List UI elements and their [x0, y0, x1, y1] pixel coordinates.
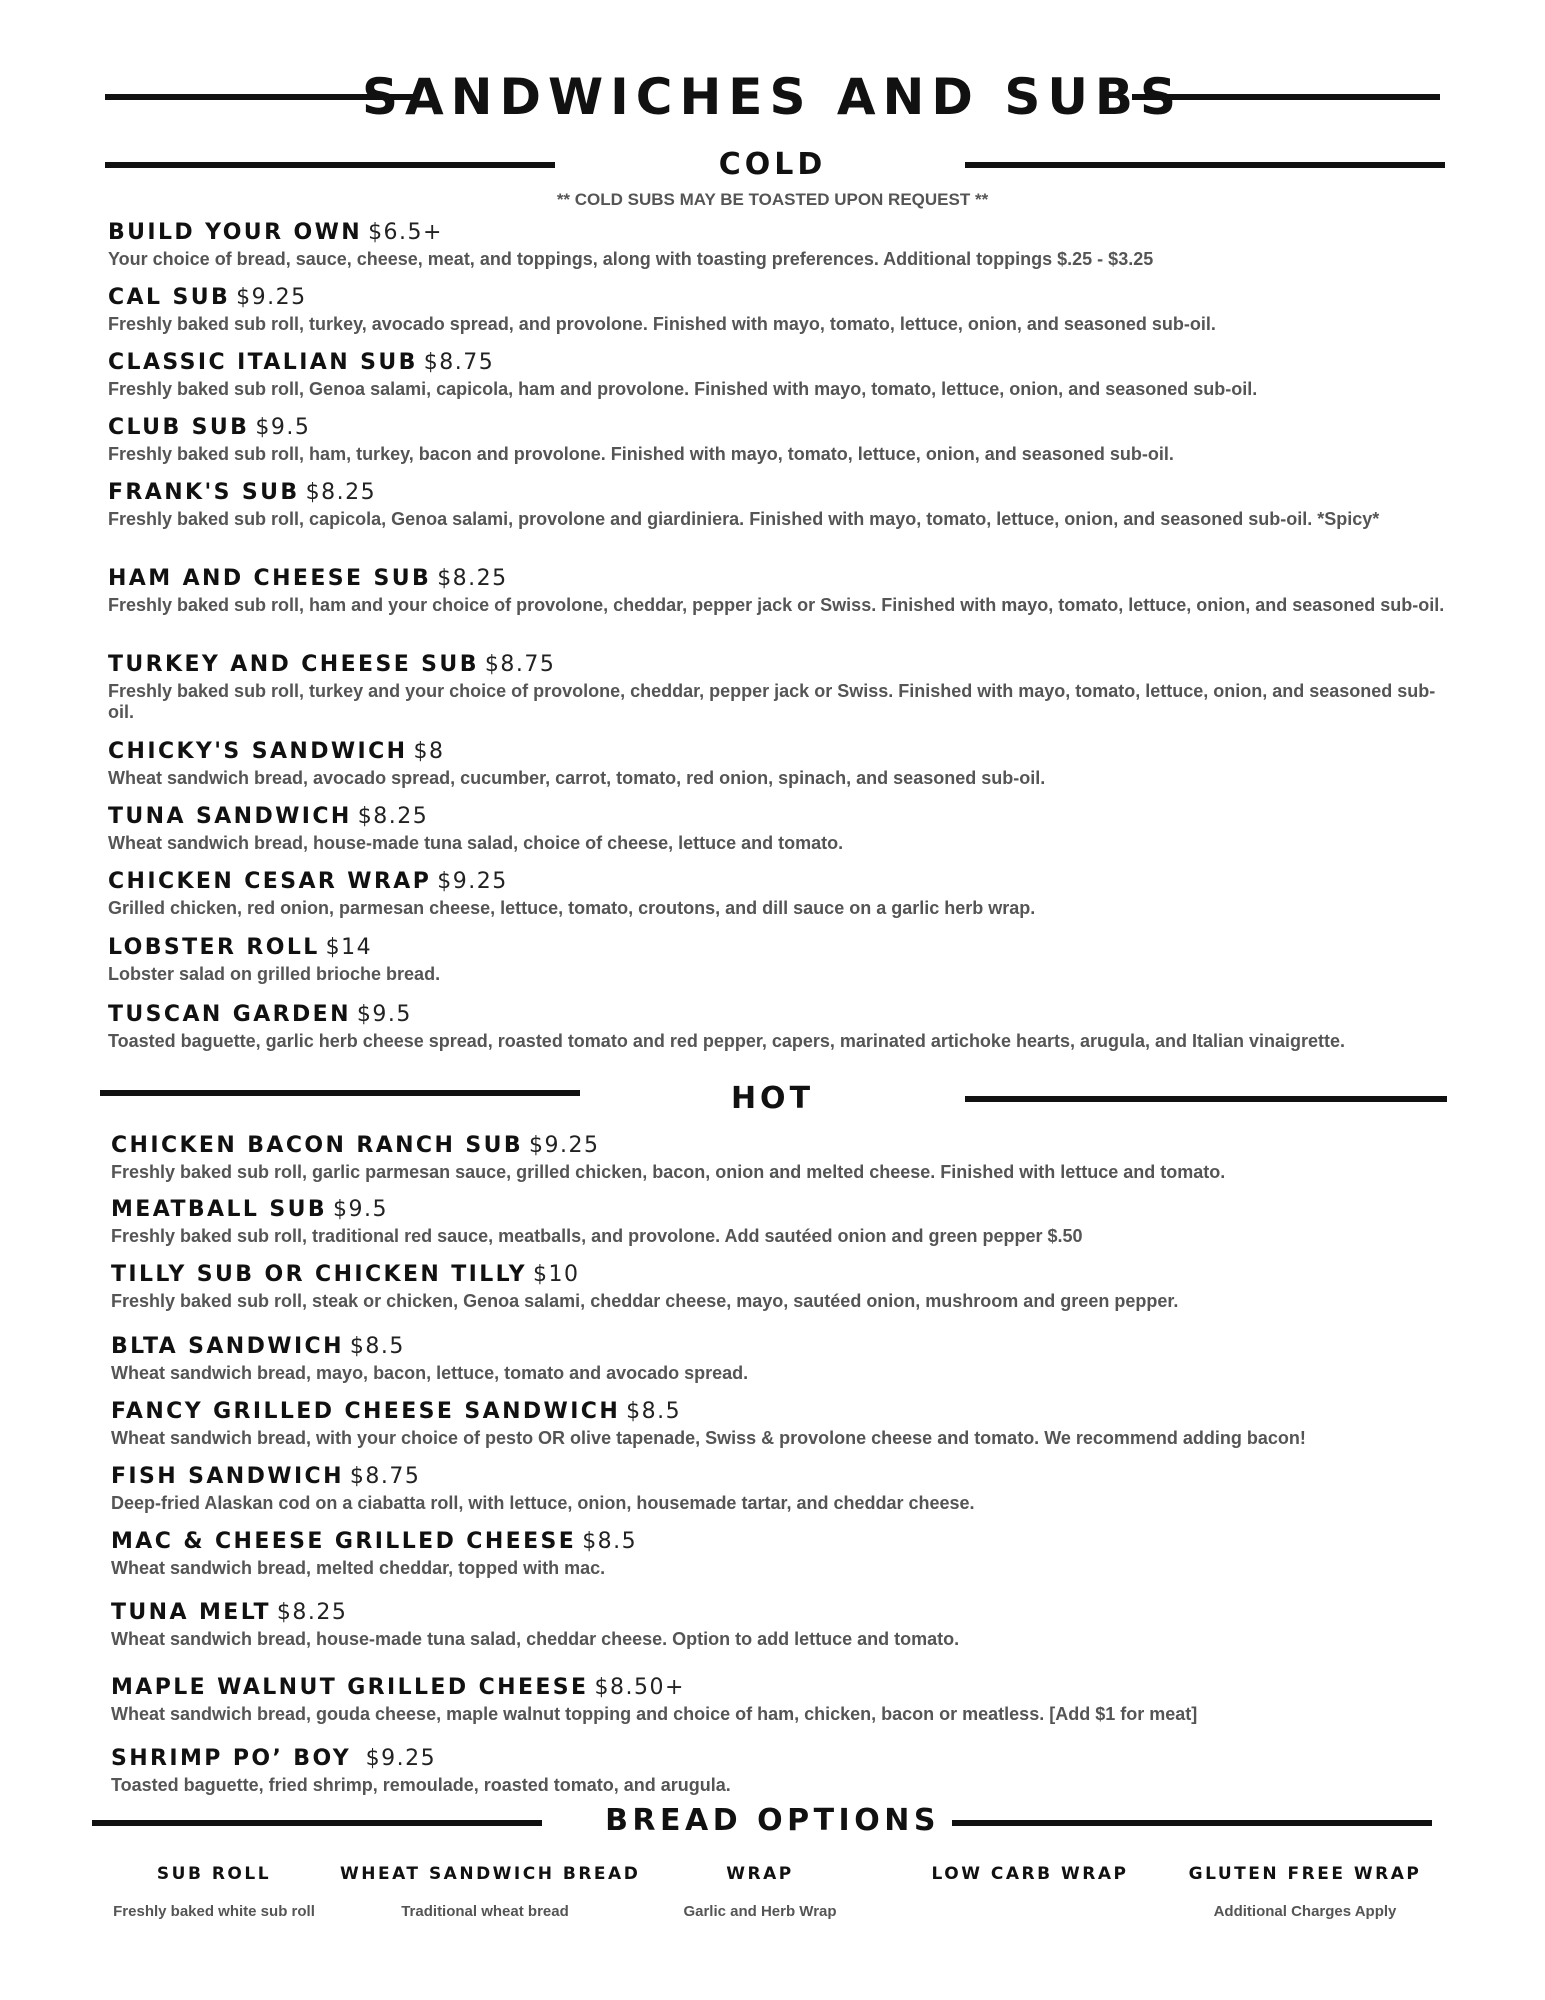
menu-item	[108, 566, 1448, 616]
menu-item	[111, 1399, 1451, 1449]
item-description: Toasted baguette, garlic herb cheese spread, roasted tomato and red pepper, capers, marinated artichoke hearts, arugula, and Italian vinaigrette.	[108, 1031, 1346, 1051]
item-price: $9.5	[255, 415, 311, 440]
item-name: LOBSTER ROLL	[108, 935, 320, 960]
item-name: FRANK'S SUB	[108, 480, 300, 505]
item-description: Deep-fried Alaskan cod on a ciabatta roll, with lettuce, onion, housemade tartar, and cheddar cheese.	[111, 1493, 975, 1513]
item-price: $8.75	[423, 350, 495, 375]
item-description: Wheat sandwich bread, gouda cheese, maple walnut topping and choice of ham, chicken, bacon or meatless. [Add $1 for meat]	[111, 1704, 1198, 1724]
bread-option-name: SUB ROLL	[156, 1864, 272, 1884]
hot-heading: HOT	[730, 1081, 815, 1116]
item-description: Freshly baked sub roll, turkey, avocado spread, and provolone. Finished with mayo, tomato, lettuce, onion, and seasoned sub-oil.	[108, 314, 1216, 334]
item-name: CHICKEN BACON RANCH SUB	[111, 1133, 524, 1158]
item-description: Freshly baked sub roll, capicola, Genoa salami, provolone and giardiniera. Finished with mayo, tomato, lettuce, onion, and seasoned sub-oil. *Spicy*	[108, 509, 1380, 529]
item-price: $9.25	[236, 285, 307, 310]
item-description: Lobster salad on grilled brioche bread.	[108, 964, 441, 984]
item-price: $8.25	[276, 1600, 348, 1625]
item-description: Freshly baked sub roll, ham, turkey, bacon and provolone. Finished with mayo, tomato, lettuce, onion, and seasoned sub-oil.	[108, 444, 1174, 464]
bread-option-description	[920, 1903, 1140, 1921]
item-price: $6.5+	[368, 220, 443, 245]
item-name: HAM AND CHEESE SUB	[108, 566, 432, 591]
item-description: Wheat sandwich bread, melted cheddar, topped with mac.	[111, 1558, 606, 1578]
cold-heading: COLD	[718, 147, 827, 182]
page-title: SANDWICHES AND SUBS	[361, 68, 1184, 126]
item-name: FISH SANDWICH	[111, 1464, 344, 1489]
item-name: TURKEY AND CHEESE SUB	[108, 652, 479, 677]
bread-option	[340, 1864, 641, 1921]
menu-item	[111, 1746, 1451, 1796]
item-price: $8.50+	[594, 1675, 685, 1700]
item-price: $14	[325, 935, 373, 960]
item-price: $9.25	[357, 1746, 437, 1771]
menu-item	[108, 285, 1448, 335]
item-description: Toasted baguette, fried shrimp, remoulade, roasted tomato, and arugula.	[111, 1775, 731, 1795]
menu-item	[111, 1675, 1451, 1725]
bread-option-name: GLUTEN FREE WRAP	[1188, 1864, 1422, 1884]
menu-item	[108, 739, 1448, 789]
item-name: SHRIMP PO’ BOY	[111, 1746, 352, 1771]
menu-item	[111, 1133, 1451, 1183]
menu-item	[108, 220, 1448, 270]
bread-option-description: Freshly baked white sub roll	[113, 1903, 315, 1920]
menu-item	[108, 350, 1448, 400]
item-name: FANCY GRILLED CHEESE SANDWICH	[111, 1399, 621, 1424]
item-name: MEATBALL SUB	[111, 1197, 328, 1222]
menu-item	[108, 480, 1448, 530]
item-description: Your choice of bread, sauce, cheese, meat, and toppings, along with toasting preferences. Additional toppings $.25 - $3.25	[108, 249, 1154, 269]
menu-item	[111, 1334, 1451, 1384]
item-price: $8.75	[349, 1464, 421, 1489]
item-price: $9.5	[356, 1002, 412, 1027]
menu-item	[108, 1002, 1448, 1052]
item-price: $9.25	[529, 1133, 600, 1158]
item-description: Freshly baked sub roll, ham and your choice of provolone, cheddar, pepper jack or Swiss. Finished with mayo, tomato, lettuce, onion, and seasoned sub-oil.	[108, 595, 1445, 615]
item-description: Wheat sandwich bread, with your choice of pesto OR olive tapenade, Swiss & provolone cheese and tomato. We recommend adding bacon!	[111, 1428, 1306, 1448]
item-description: Freshly baked sub roll, turkey and your choice of provolone, cheddar, pepper jack or Swiss. Finished with mayo, tomato, lettuce, onion, and seasoned sub-oil.	[108, 681, 1436, 722]
item-price: $8.5	[626, 1399, 682, 1424]
bread-option-description: Additional Charges Apply	[1213, 1903, 1397, 1920]
menu-item	[111, 1529, 1451, 1579]
bread-option-name: WRAP	[726, 1864, 794, 1884]
item-name: TILLY SUB OR CHICKEN TILLY	[111, 1262, 528, 1287]
item-price: $9.5	[333, 1197, 388, 1222]
item-description: Freshly baked sub roll, garlic parmesan sauce, grilled chicken, bacon, onion and melted cheese. Finished with lettuce and tomato.	[111, 1162, 1226, 1182]
menu-item	[108, 415, 1448, 465]
bread-option-name: WHEAT SANDWICH BREAD	[340, 1864, 641, 1884]
bread-option-name: LOW CARB WRAP	[931, 1864, 1129, 1884]
menu-item	[111, 1464, 1451, 1514]
bread-heading: BREAD OPTIONS	[605, 1803, 940, 1838]
item-price: $8.75	[484, 652, 556, 677]
item-description: Freshly baked sub roll, traditional red sauce, meatballs, and provolone. Add sautéed onion and green pepper $.50	[111, 1226, 1083, 1246]
menu-item	[111, 1600, 1451, 1650]
bread-option-description: Garlic and Herb Wrap	[683, 1903, 837, 1920]
item-description: Freshly baked sub roll, steak or chicken, Genoa salami, cheddar cheese, mayo, sautéed onion, mushroom and green pepper.	[111, 1291, 1179, 1311]
item-name: BLTA SANDWICH	[111, 1334, 344, 1359]
menu-item	[108, 804, 1448, 854]
item-description: Wheat sandwich bread, mayo, bacon, lettuce, tomato and avocado spread.	[111, 1363, 749, 1383]
item-name: CHICKEN CESAR WRAP	[108, 869, 432, 894]
item-name: CLUB SUB	[108, 415, 250, 440]
item-price: $10	[533, 1262, 580, 1287]
item-price: $8.25	[305, 480, 377, 505]
item-name: TUNA SANDWICH	[108, 804, 352, 829]
bread-option-description: Traditional wheat bread	[401, 1903, 569, 1920]
item-name: BUILD YOUR OWN	[108, 220, 363, 245]
item-price: $8.5	[582, 1529, 638, 1554]
menu-item	[111, 1197, 1451, 1247]
item-name: MAC & CHEESE GRILLED CHEESE	[111, 1529, 577, 1554]
item-price: $8.25	[437, 566, 508, 591]
item-name: CHICKY'S SANDWICH	[108, 739, 408, 764]
bread-option	[920, 1864, 1140, 1921]
cold-note: ** COLD SUBS MAY BE TOASTED UPON REQUEST **	[556, 190, 989, 209]
item-name: CAL SUB	[108, 285, 231, 310]
menu-item	[108, 652, 1448, 723]
item-description: Wheat sandwich bread, avocado spread, cucumber, carrot, tomato, red onion, spinach, and seasoned sub-oil.	[108, 768, 1046, 788]
item-price: $8.5	[349, 1334, 405, 1359]
item-name: TUSCAN GARDEN	[108, 1002, 351, 1027]
menu-item	[108, 935, 1448, 985]
bread-option	[104, 1864, 324, 1921]
item-description: Wheat sandwich bread, house-made tuna salad, cheddar cheese. Option to add lettuce and tomato.	[111, 1629, 960, 1649]
item-description: Grilled chicken, red onion, parmesan cheese, lettuce, tomato, croutons, and dill sauce on a garlic herb wrap.	[108, 898, 1036, 918]
menu-item	[108, 869, 1448, 919]
item-price: $9.25	[437, 869, 508, 894]
item-name: MAPLE WALNUT GRILLED CHEESE	[111, 1675, 589, 1700]
bread-option	[660, 1864, 860, 1921]
item-name: TUNA MELT	[111, 1600, 271, 1625]
item-description: Wheat sandwich bread, house-made tuna salad, choice of cheese, lettuce and tomato.	[108, 833, 844, 853]
menu-item	[111, 1262, 1451, 1312]
item-price: $8	[413, 739, 445, 764]
item-description: Freshly baked sub roll, Genoa salami, capicola, ham and provolone. Finished with mayo, tomato, lettuce, onion, and seasoned sub-oil.	[108, 379, 1258, 399]
bread-option	[1180, 1864, 1430, 1921]
item-name: CLASSIC ITALIAN SUB	[108, 350, 418, 375]
item-price: $8.25	[357, 804, 429, 829]
